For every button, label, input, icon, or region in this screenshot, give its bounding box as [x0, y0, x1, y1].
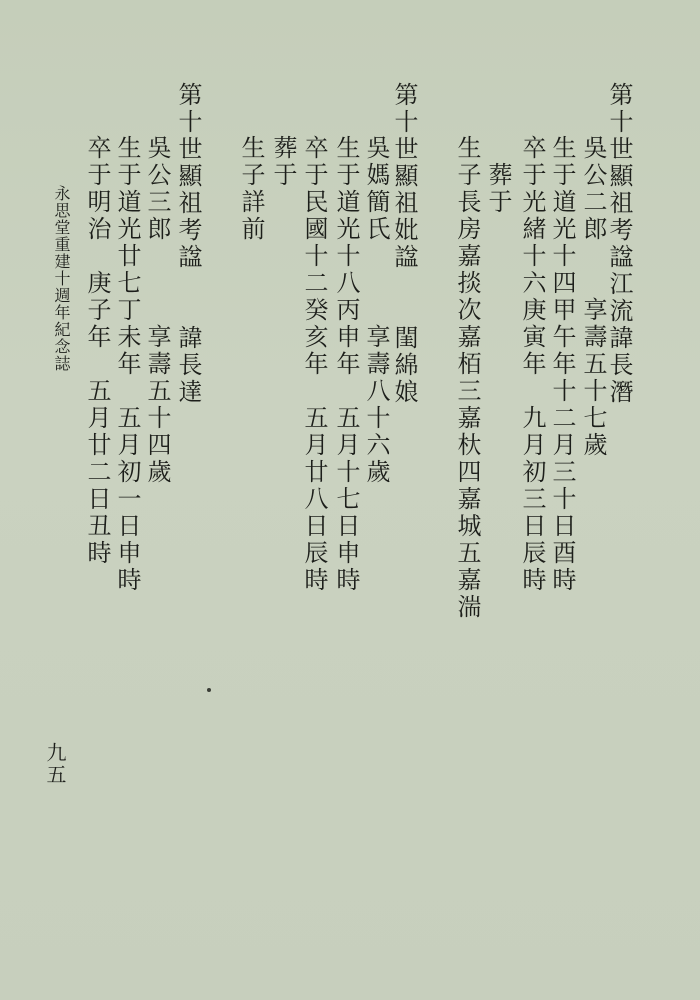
text-line: 第十世顯祖妣諡 閨綿娘 [390, 82, 418, 406]
text-line: 生于道光十四甲午年十二月三十日酉時 [548, 135, 576, 594]
text-line: 葬于 [269, 135, 297, 189]
text-line: 卒于明治 庚子年 五月廿二日丑時 [83, 135, 111, 567]
text-line: 生子詳前 [237, 135, 265, 243]
text-line: 吳公三郎 享壽五十四歲 [143, 135, 171, 486]
text-line: 第十世顯祖考諡江流諱長潛 [605, 82, 633, 406]
text-line: 生子長房嘉掞次嘉栢三嘉杕四嘉城五嘉湍 [453, 135, 481, 621]
text-line: 吳媽簡氏 享壽八十六歲 [362, 135, 390, 486]
book-title: 永思堂重建十週年紀念誌 [52, 185, 71, 372]
text-line: 卒于民國十二癸亥年 五月廿八日辰時 [300, 135, 328, 594]
text-line: 生于道光廿七丁未年 五月初一日申時 [113, 135, 141, 594]
print-mark [207, 688, 211, 692]
text-line: 生于道光十八丙申年 五月十七日申時 [332, 135, 360, 594]
text-line: 吳公二郎 享壽五十七歲 [579, 135, 607, 459]
page-number: 九五 [43, 742, 67, 786]
text-line: 第十世顯祖考諡 諱長達 [174, 82, 202, 406]
text-line: 葬于 [484, 135, 512, 216]
text-line: 卒于光緒十六庚寅年 九月初三日辰時 [518, 135, 546, 594]
